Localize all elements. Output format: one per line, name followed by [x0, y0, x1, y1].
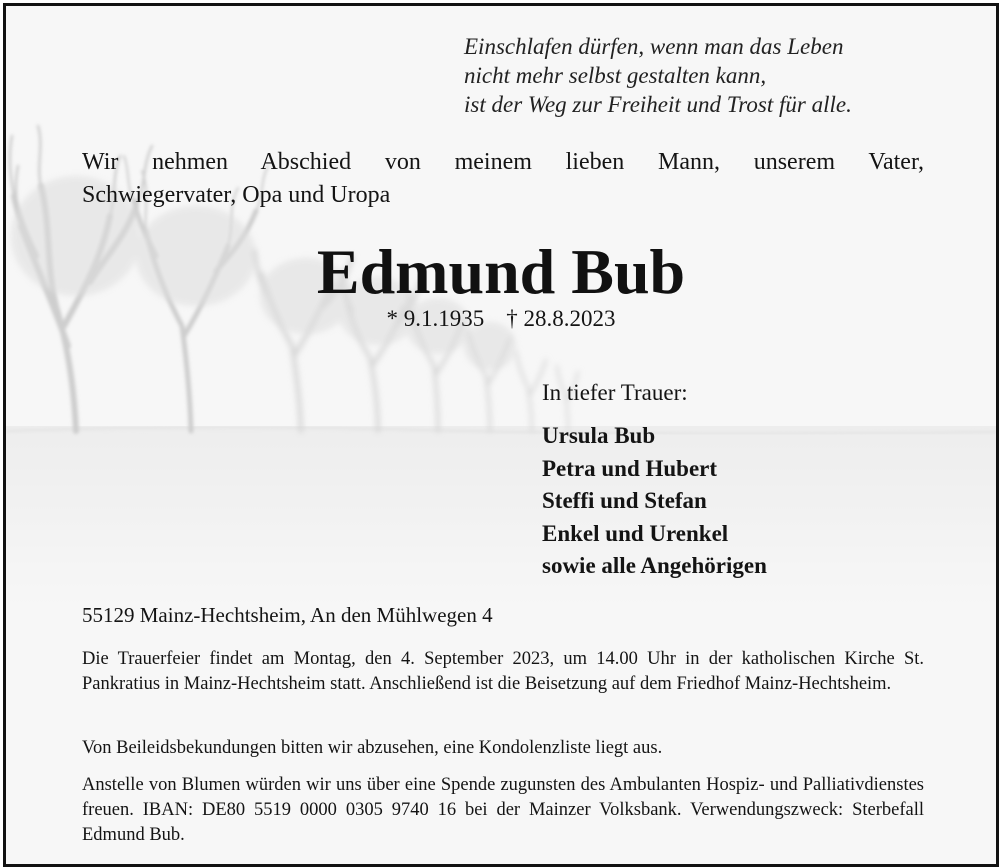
poem-line: ist der Weg zur Freiheit und Trost für alle.	[464, 92, 852, 117]
mourner-name: sowie alle Angehörigen	[542, 553, 767, 578]
mourner-name: Steffi und Stefan	[542, 488, 707, 513]
death-date: † 28.8.2023	[506, 306, 616, 331]
mourner-name: Enkel und Urenkel	[542, 520, 729, 546]
mourners-heading: In tiefer Trauer:	[542, 380, 688, 405]
intro-line-2: Schwiegervater, Opa und Uropa	[82, 182, 391, 208]
condolences-paragraph: Von Beileidsbekundungen bitten wir abzusehen, eine Kondolenzliste liegt aus.	[82, 738, 663, 758]
mourner-name: Ursula Bub	[542, 423, 656, 448]
funeral-paragraph: Die Trauerfeier findet am Montag, den 4. September 2023, um 14.00 Uhr in der katholischen Kirche St. Pankratius in Mainz-Hechtsheim statt. Anschließend ist die Beisetzung auf dem Friedhof Mainz-Hechtsheim.	[82, 649, 924, 694]
poem-line: nicht mehr selbst gestalten kann,	[464, 63, 767, 88]
deceased-name: Edmund Bub	[316, 236, 686, 307]
life-dates	[6, 304, 996, 334]
intro-text	[82, 146, 924, 212]
intro-line-1: Wir nehmen Abschied von meinem lieben Mann, unserem Vater,	[82, 149, 924, 175]
donation-paragraph: Anstelle von Blumen würden wir uns über eine Spende zugunsten des Ambulanten Hospiz- und Palliativdienstes freuen. IBAN: DE80 5519 0000 0305 9740 16 bei der Mainzer Volksbank. Verwendungszweck: Sterbefall Edmund Bub.	[82, 775, 924, 845]
mourners-list	[542, 420, 767, 583]
obituary-notice	[3, 3, 999, 867]
poem	[464, 32, 852, 119]
family-address: 55129 Mainz-Hechtsheim, An den Mühlwegen 4	[82, 603, 493, 627]
mourner-name: Petra und Hubert	[542, 455, 718, 481]
birth-date: * 9.1.1935	[386, 306, 485, 331]
poem-line: Einschlafen dürfen, wenn man das Leben	[464, 34, 844, 59]
